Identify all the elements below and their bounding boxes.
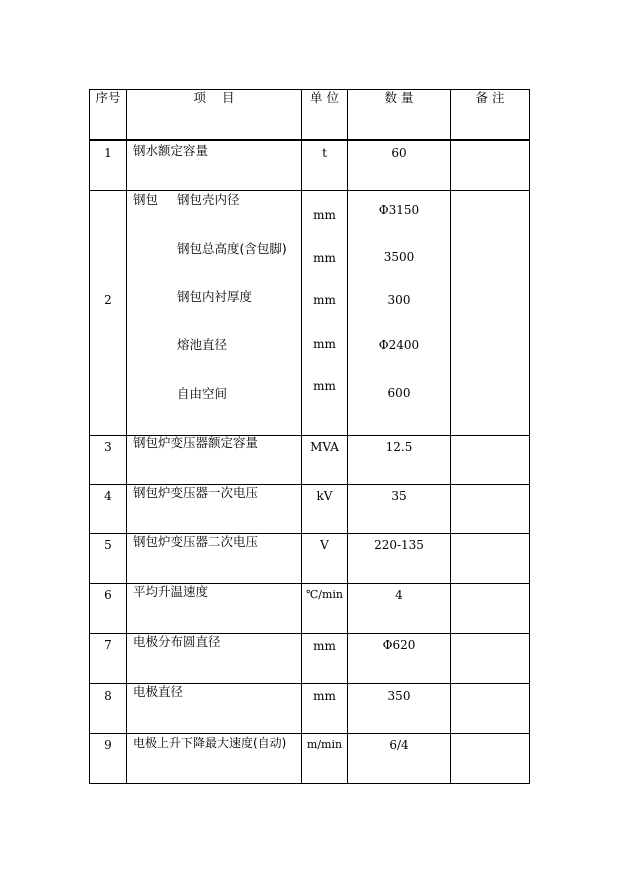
row-2-subitem: 钢包内衬厚度 bbox=[177, 289, 253, 304]
row-2-item: 钢包 bbox=[133, 192, 159, 207]
row-2-subqty: Φ3150 bbox=[378, 203, 420, 217]
column-divider bbox=[347, 89, 348, 784]
row-5-item: 钢包炉变压器二次电压 bbox=[133, 534, 259, 549]
table-border-bottom bbox=[89, 783, 530, 784]
row-5-no: 5 bbox=[104, 538, 112, 552]
row-7-qty: Φ620 bbox=[382, 638, 416, 652]
row-2-subitem: 熔池直径 bbox=[177, 337, 228, 352]
column-divider bbox=[450, 89, 451, 784]
row-9-qty: 6/4 bbox=[389, 738, 409, 752]
row-1-item: 钢水额定容量 bbox=[133, 143, 209, 158]
row-3-unit: MVA bbox=[310, 440, 339, 454]
row-3-no: 3 bbox=[104, 440, 112, 454]
row-2-subitem: 钢包总高度(含包脚) bbox=[177, 241, 287, 256]
header-no: 序号 bbox=[95, 90, 121, 105]
row-9-item: 电极上升下降最大速度(自动) bbox=[133, 736, 287, 750]
row-2-subitem: 自由空间 bbox=[177, 386, 228, 401]
column-divider bbox=[301, 89, 302, 784]
row-9-unit: m/min bbox=[306, 738, 343, 751]
row-2-no: 2 bbox=[104, 293, 112, 307]
row-5-unit: V bbox=[320, 538, 329, 552]
header-unit: 单 位 bbox=[310, 90, 339, 105]
row-2-subitem: 钢包壳内径 bbox=[177, 192, 240, 207]
row-5-qty: 220-135 bbox=[374, 538, 424, 552]
row-2-subunit: mm bbox=[313, 251, 336, 265]
row-7-unit: mm bbox=[313, 639, 336, 653]
row-7-item: 电极分布圆直径 bbox=[133, 634, 221, 649]
row-8-item: 电极直径 bbox=[133, 684, 184, 699]
table-border-right bbox=[529, 89, 530, 784]
row-4-no: 4 bbox=[104, 489, 112, 503]
row-3-qty: 12.5 bbox=[385, 440, 413, 454]
row-1-unit: t bbox=[322, 146, 327, 160]
row-8-unit: mm bbox=[313, 689, 336, 703]
row-3-item: 钢包炉变压器额定容量 bbox=[133, 435, 259, 450]
row-2-subunit: mm bbox=[313, 293, 336, 307]
row-2-subqty: 600 bbox=[387, 386, 411, 400]
header-divider bbox=[89, 139, 530, 141]
row-9-no: 9 bbox=[104, 738, 112, 752]
row-2-subqty: Φ2400 bbox=[378, 338, 420, 352]
row-2-subunit: mm bbox=[313, 379, 336, 393]
column-divider bbox=[126, 89, 127, 784]
row-6-no: 6 bbox=[104, 588, 112, 602]
row-8-qty: 350 bbox=[387, 689, 411, 703]
header-note: 备 注 bbox=[475, 90, 505, 105]
row-1-qty: 60 bbox=[391, 146, 407, 160]
row-2-subunit: mm bbox=[313, 337, 336, 351]
row-2-subunit: mm bbox=[313, 208, 336, 222]
table-border-left bbox=[89, 89, 90, 784]
row-2-subqty: 3500 bbox=[383, 250, 415, 264]
row-4-item: 钢包炉变压器一次电压 bbox=[133, 485, 259, 500]
row-6-item: 平均升温速度 bbox=[133, 584, 209, 599]
row-4-unit: kV bbox=[316, 489, 333, 503]
row-divider bbox=[89, 190, 530, 191]
row-6-qty: 4 bbox=[395, 588, 403, 602]
row-6-unit: ℃/min bbox=[305, 588, 344, 601]
row-divider bbox=[89, 733, 530, 734]
row-8-no: 8 bbox=[104, 689, 112, 703]
header-qty: 数 量 bbox=[384, 90, 414, 105]
row-2-subqty: 300 bbox=[387, 293, 411, 307]
header-item: 项 目 bbox=[193, 90, 235, 105]
row-1-no: 1 bbox=[104, 146, 112, 160]
row-4-qty: 35 bbox=[391, 489, 407, 503]
row-7-no: 7 bbox=[104, 638, 112, 652]
